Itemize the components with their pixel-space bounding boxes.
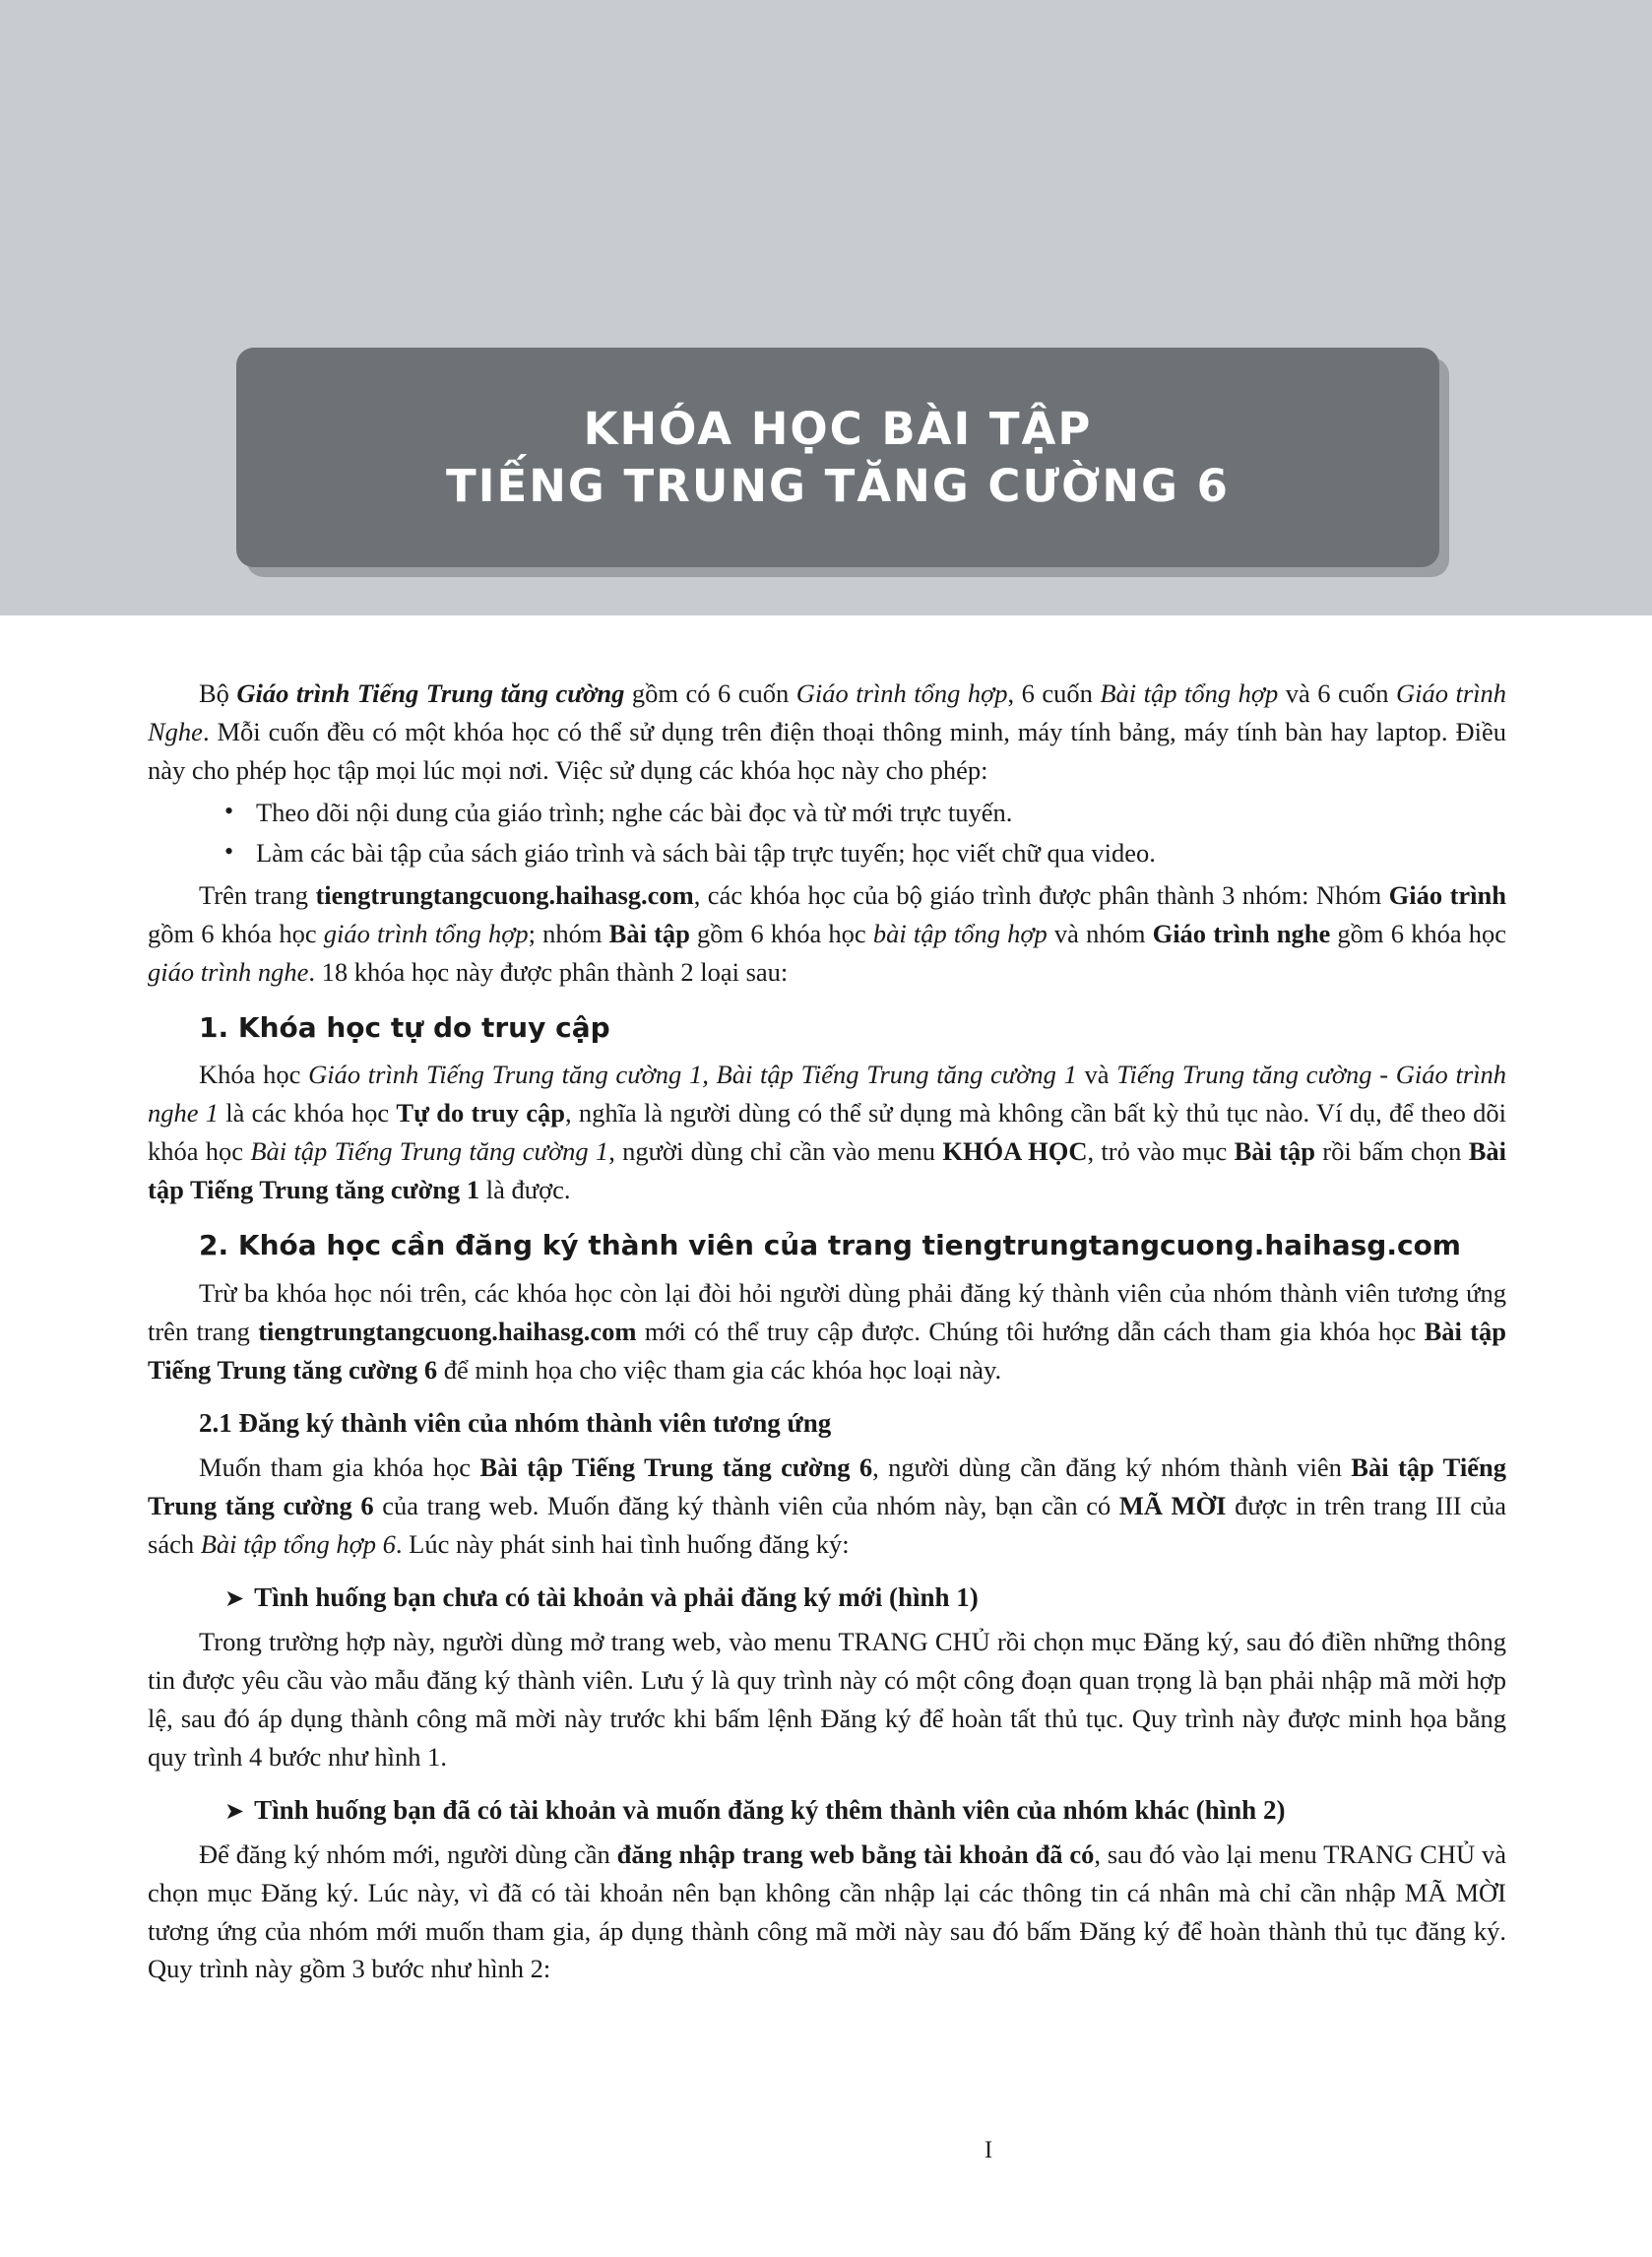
- intro-p1-c: gồm có 6 cuốn: [624, 678, 796, 708]
- case-1-heading-text: Tình huống bạn chưa có tài khoản và phải đăng ký mới (hình 1): [254, 1582, 979, 1613]
- s1-m: rồi bấm chọn: [1314, 1136, 1469, 1167]
- intro-p1-d: Giáo trình tổng hợp: [795, 678, 1008, 708]
- c2-a: Để đăng ký nhóm mới, người dùng cần: [199, 1838, 617, 1869]
- intro-paragraph-2: [148, 876, 1506, 992]
- intro-p2-l: gồm 6 khóa học: [1330, 918, 1507, 948]
- intro-p1-a: Bộ: [199, 678, 237, 708]
- s1-a: Khóa học: [199, 1060, 309, 1090]
- s2-d: để minh họa cho việc tham gia các khóa học loại này.: [437, 1354, 1002, 1385]
- section-2-paragraph-1: [148, 1274, 1506, 1389]
- s21-i: . Lúc này phát sinh hai tình huống đăng ký:: [395, 1529, 850, 1560]
- intro-p1-i: . Mỗi cuốn đều có một khóa học có thể sử dụng trên điện thoại thông minh, máy tính bảng, máy tính bàn hay laptop. Điều này cho phép học tập mọi lúc mọi nơi. Việc sử dụng các khóa học này cho phép:: [148, 716, 1506, 785]
- intro-p1-h: Giáo trình Nghe: [148, 678, 1506, 746]
- intro-p2-n: . 18 khóa học này được phân thành 2 loại sau:: [308, 956, 789, 987]
- page-body: [0, 615, 1652, 2257]
- intro-p2-f: ; nhóm: [528, 918, 609, 948]
- s1-j: KHÓA HỌC: [942, 1136, 1088, 1167]
- s1-o: là được.: [479, 1175, 571, 1205]
- intro-p1-f: Bài tập tổng hợp: [1100, 678, 1279, 708]
- arrow-right-icon: ➤: [224, 1796, 245, 1825]
- s1-l: Bài tập: [1234, 1136, 1315, 1167]
- case-2-heading: [224, 1792, 1506, 1830]
- title-line-1: KHÓA HỌC BÀI TẬP: [583, 402, 1093, 455]
- c2-b: đăng nhập trang web bằng tài khoản đã có: [616, 1838, 1095, 1869]
- s21-c: , người dùng cần đăng ký nhóm thành viên: [872, 1452, 1352, 1483]
- s1-h: Bài tập Tiếng Trung tăng cường 1: [250, 1136, 609, 1167]
- case-2-paragraph: [148, 1836, 1506, 1989]
- s21-a: Muốn tham gia khóa học: [199, 1452, 480, 1483]
- intro-p2-k: Giáo trình nghe: [1152, 918, 1331, 948]
- site-name: tiengtrungtangcuong.haihasg.com: [258, 1316, 637, 1346]
- intro-paragraph-1: [148, 675, 1506, 790]
- s2-a: Trừ ba khóa học nói trên, các khóa học còn lại đòi hỏi người dùng phải đăng ký thành viên của nhóm thành viên tương ứng trên trang: [148, 1278, 1506, 1346]
- section-2-1-heading: 2.1 Đăng ký thành viên của nhóm thành viên tương ứng: [199, 1407, 832, 1438]
- page-number-text: I: [984, 2137, 993, 2163]
- case-1-heading: [224, 1580, 1506, 1617]
- intro-p2-i: bài tập tổng hợp: [872, 918, 1048, 948]
- case-2-heading-text: Tình huống bạn đã có tài khoản và muốn đăng ký thêm thành viên của nhóm khác (hình 2): [254, 1794, 1286, 1825]
- s1-n: Bài tập Tiếng Trung tăng cường 1: [148, 1136, 1506, 1205]
- header-band: [0, 0, 1652, 615]
- intro-p2-h: gồm 6 khóa học: [689, 918, 873, 948]
- intro-p2-j: và nhóm: [1047, 918, 1153, 948]
- s1-e: là các khóa học: [219, 1098, 397, 1128]
- section-2-heading: 2. Khóa học cần đăng ký thành viên của trang tiengtrungtangcuong.haihasg.com: [199, 1229, 1461, 1262]
- section-1-paragraph: [148, 1056, 1506, 1209]
- c2-c: , sau đó vào lại menu TRANG CHỦ và chọn mục Đăng ký. Lúc này, vì đã có tài khoản nên bạn không cần nhập lại các thông tin cá nhân mà chỉ cần nhập MÃ MỜI tương ứng của nhóm mới muốn tham gia, áp dụng thành công mã mời này sau đó bấm Đăng ký để hoàn thành thủ tục đăng ký. Quy trình này gồm 3 bước như hình 2:: [148, 1838, 1506, 1984]
- s21-h: Bài tập tổng hợp 6: [200, 1529, 396, 1560]
- intro-p1-g: và 6 cuốn: [1278, 678, 1396, 708]
- title-line-2: TIẾNG TRUNG TĂNG CƯỜNG 6: [446, 459, 1230, 512]
- intro-p2-a: Trên trang: [199, 879, 316, 910]
- page-number: [0, 2137, 1652, 2164]
- s21-d: Bài tập Tiếng Trung tăng cường 6: [148, 1452, 1506, 1521]
- intro-bullet-list: [148, 794, 1506, 872]
- list-item: • Làm các bài tập của sách giáo trình và sách bài tập trực tuyến; học viết chữ qua video.: [148, 834, 1506, 872]
- intro-p2-b: , các khóa học của bộ giáo trình được phân thành 3 nhóm: Nhóm: [693, 879, 1389, 910]
- arrow-right-icon: ➤: [224, 1584, 245, 1613]
- case-1-paragraph: Trong trường hợp này, người dùng mở trang web, vào menu TRANG CHỦ rồi chọn mục Đăng ký, sau đó điền những thông tin được yêu cầu vào mẫu đăng ký thành viên. Lưu ý là quy trình này có một công đoạn quan trọng là bạn phải nhập mã mời hợp lệ, sau đó áp dụng thành công mã mời này trước khi bấm lệnh Đăng ký để hoàn tất thủ tục. Quy trình này được minh họa bằng quy trình 4 bước như hình 1.: [148, 1626, 1506, 1772]
- intro-p1-e: , 6 cuốn: [1007, 678, 1101, 708]
- section-1-heading: 1. Khóa học tự do truy cập: [199, 1010, 610, 1044]
- s1-d: Tiếng Trung tăng cường - Giáo trình nghe 1: [148, 1060, 1506, 1128]
- s1-i: , người dùng chỉ cần vào menu: [608, 1136, 943, 1167]
- s1-c: và: [1076, 1060, 1117, 1090]
- s1-b: Giáo trình Tiếng Trung tăng cường 1, Bài tập Tiếng Trung tăng cường 1: [308, 1060, 1077, 1090]
- intro-p1-b: Giáo trình Tiếng Trung tăng cường: [236, 678, 625, 708]
- s21-b: Bài tập Tiếng Trung tăng cường 6: [479, 1452, 873, 1483]
- list-item: • Theo dõi nội dung của giáo trình; nghe các bài đọc và từ mới trực tuyến.: [148, 794, 1506, 832]
- title-plaque: [236, 348, 1439, 567]
- s21-e: của trang web. Muốn đăng ký thành viên của nhóm này, bạn cần có: [373, 1491, 1119, 1521]
- s1-f: Tự do truy cập: [396, 1098, 566, 1128]
- s21-f: MÃ MỜI: [1118, 1491, 1227, 1521]
- section-2-paragraph-2: [148, 1449, 1506, 1564]
- site-name: tiengtrungtangcuong.haihasg.com: [315, 879, 694, 910]
- s1-k: , trỏ vào mục: [1087, 1136, 1235, 1167]
- s2-c: Bài tập Tiếng Trung tăng cường 6: [148, 1316, 1506, 1385]
- intro-p2-e: giáo trình tổng hợp: [323, 918, 529, 948]
- intro-p2-m: giáo trình nghe: [148, 956, 309, 987]
- intro-p2-c: Giáo trình: [1388, 879, 1506, 910]
- s2-b: mới có thể truy cập được. Chúng tôi hướng dẫn cách tham gia khóa học: [636, 1316, 1425, 1346]
- s1-g: , nghĩa là người dùng có thể sử dụng mà không cần bất kỳ thủ tục nào. Ví dụ, để theo dõi khóa học: [148, 1098, 1507, 1167]
- document-content: [148, 675, 1506, 1992]
- intro-p2-g: Bài tập: [608, 918, 690, 948]
- s21-g: được in trên trang III của sách: [148, 1491, 1506, 1560]
- intro-p2-d: gồm 6 khóa học: [148, 918, 324, 948]
